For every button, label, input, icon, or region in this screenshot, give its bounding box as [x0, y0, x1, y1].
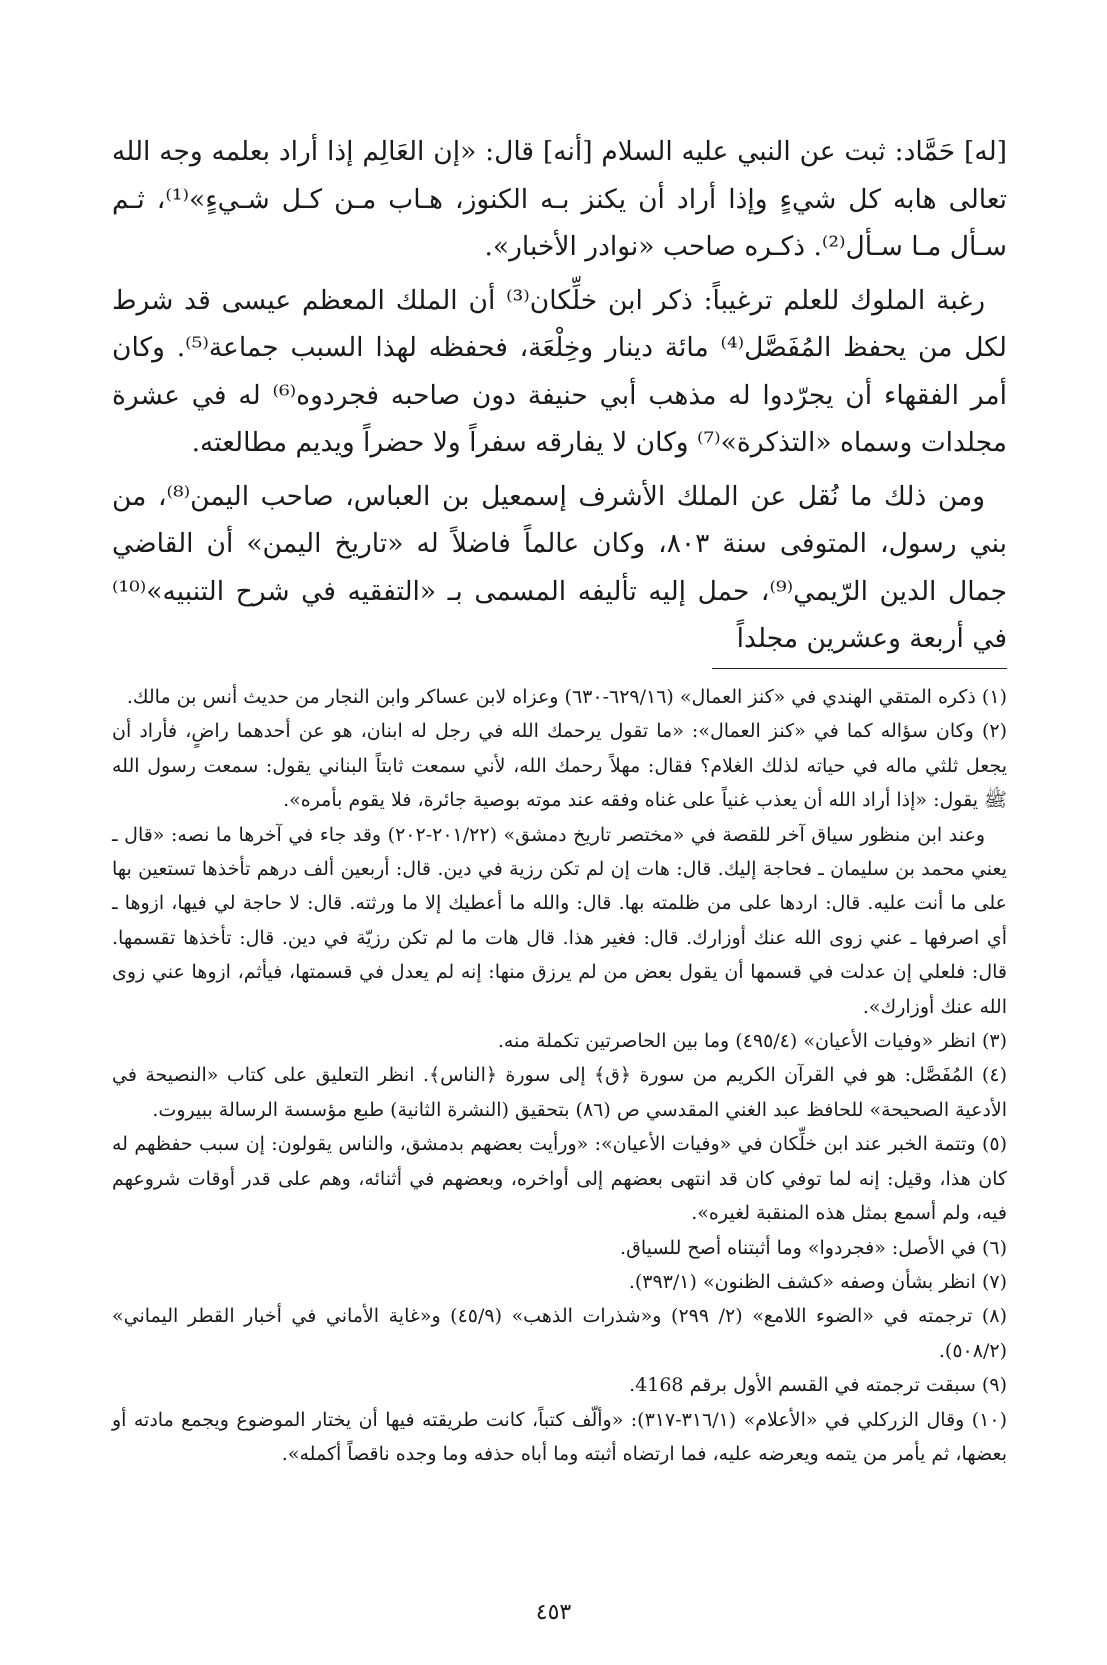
footnote-separator	[712, 668, 1007, 669]
footnote-2-continuation: وعند ابن منظور سياق آخر للقصة في «مختصر تاريخ دمشق» (٢٠١/٢٢-٢٠٢) وقد جاء في آخرها ما نصه: «قال ـ يعني محمد بن سليمان ـ فحاجة إليك. قال: هات إن لم تكن رزية في دين. قال: أربعين ألف درهم تأخذها تستعين بها على ما أنت عليه. قال: اردها على من ظلمته بها. قال: والله ما أعطيك إلا ما ورثته. قال: لا حاجة لي فيها، ازوها ـ أي اصرفها ـ عني زوى الله عنك أوزارك. قال: فغير هذا. قال هات ما لم تكن رزيّة في دين. قال: تأخذها تقسمها. قال: فلعلي إن عدلت في قسمها أن يقول بعض من لم يرزق منها: إنه لم يعدل في قسمتها، فيأثم، ازوها عني زوى الله عنك أوزارك».	[112, 823, 1007, 1018]
main-text	[112, 128, 1007, 663]
paragraph-1: [له] حَمَّاد: ثبت عن النبي عليه السلام [أنه] قال: «إن العَالِم إذا أراد بعلمه وجه الله تعالى هابه كل شيءٍ وإذا أراد أن يكنز بـه الكنوز، هـاب مـن كـل شـيءٍ»⁽¹⁾، ثـم سـأل مـا سـأل⁽²⁾. ذكـره صاحب «نوادر الأخبار».	[112, 136, 1007, 262]
footnote-9: (٩) سبقت ترجمته في القسم الأول برقم 4168.	[629, 1374, 1007, 1397]
paragraph-3: ومن ذلك ما نُقل عن الملك الأشرف إسمعيل بن العباس، صاحب اليمن⁽⁸⁾، من بني رسول، المتوفى سنة ٨٠٣، وكان عالماً فاضلاً له «تاريخ اليمن» أن القاضي جمال الدين الرّيمي⁽⁹⁾، حمل إليه تأليفه المسمى بـ «التفقيه في شرح التنبيه»⁽¹⁰⁾ في أربعة وعشرين مجلداً	[112, 480, 1007, 654]
footnotes	[112, 680, 1007, 1471]
footnote-5: (٥) وتتمة الخبر عند ابن خلِّكان في «وفيات الأعيان»: «ورأيت بعضهم بدمشق، والناس يقولون: إن سبب حفظهم له كان هذا، وقيل: إنه لما توفي كان قد انتهى بعضهم إلى أواخره، وبعضهم في أثنائه، وهم على قدر أوقات شروعهم فيه، ولم أسمع بمثل هذه المنقبة لغيره».	[112, 1133, 1007, 1225]
footnote-8: (٨) ترجمته في «الضوء اللامع» (٢/ ٢٩٩) و«شذرات الذهب» (٤٥/٩) و«غاية الأماني في أخبار القطر اليماني» (٥٠٨/٢).	[112, 1305, 1007, 1362]
footnote-1: (١) ذكره المتقي الهندي في «كنز العمال» (٦٢٩/١٦-٦٣٠) وعزاه لابن عساكر وابن النجار من حديث أنس بن مالك.	[126, 686, 1007, 708]
paragraph-2: رغبة الملوك للعلم ترغيباً: ذكر ابن خلِّكان⁽³⁾ أن الملك المعظم عيسى قد شرط لكل من يحفظ المُفَصَّل⁽⁴⁾ مائة دينار وخِلْعَة، فحفظه لهذا السبب جماعة⁽⁵⁾. وكان أمر الفقهاء أن يجرّدوا له مذهب أبي حنيفة دون صاحبه فجردوه⁽⁶⁾ له في عشرة مجلدات وسماه «التذكرة»⁽⁷⁾ وكان لا يفارقه سفراً ولا حضراً ويديم مطالعته.	[112, 284, 1007, 458]
footnote-2: (٢) وكان سؤاله كما في «كنز العمال»: «ما تقول يرحمك الله في رجل له ابنان، هو عن أحدهما راضٍ، فأراد أن يجعل ثلثي ماله في حياته لذلك الغلام؟ فقال: مهلاً رحمك الله، لأني سمعت ثابتاً البناني يقول: سمعت رسول الله ﷺ يقول: «إذا أراد الله أن يعذب غنياً على غناه وفقه عند موته بوصية جائرة، فلا يقوم بأمره».	[112, 720, 1007, 812]
footnote-4: (٤) المُفَصَّل: هو في القرآن الكريم من سورة ﴿ق﴾ إلى سورة ﴿الناس﴾. انظر التعليق على كتاب «النصيحة في الأدعية الصحيحة» للحافظ عبد الغني المقدسي ص (٨٦) بتحقيق (النشرة الثانية) طبع مؤسسة الرسالة ببيروت.	[112, 1064, 1007, 1121]
footnote-3: (٣) انظر «وفيات الأعيان» (٤٩٥/٤) وما بين الحاصرتين تكملة منه.	[497, 1030, 1007, 1053]
footnote-7: (٧) انظر بشأن وصفه «كشف الظنون» (٣٩٣/١).	[628, 1270, 1007, 1293]
footnote-10: (١٠) وقال الزركلي في «الأعلام» (٣١٦/١-٣١٧): «وألّف كتباً، كانت طريقته فيها أن يختار الموضوع ويجمع مادته أو بعضها، ثم يأمر من يتمه ويعرضه عليه، فما ارتضاه أثبته وما أباه حذفه وما وجده ناقصاً أكمله».	[112, 1408, 1007, 1465]
page-number: ٤٥٣	[535, 1600, 572, 1625]
footnote-6: (٦) في الأصل: «فجردوا» وما أثبتناه أصح للسياق.	[620, 1236, 1007, 1259]
